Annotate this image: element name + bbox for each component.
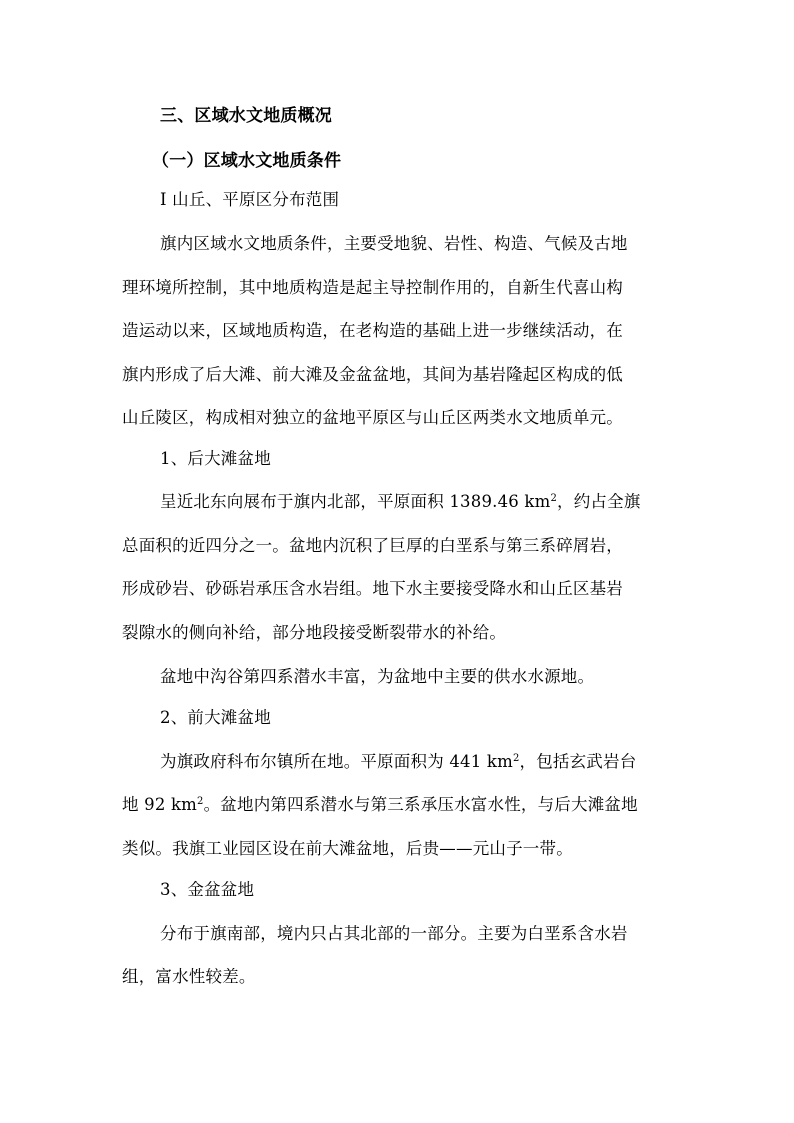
basin1-line-4: 裂隙水的侧向补给，部分地段接受断裂带水的补给。 (122, 623, 507, 642)
basin2-line-3: 类似。我旗工业园区设在前大滩盆地，后贵——元山子一带。 (122, 839, 573, 858)
basin2-line-2: 地 92 $km^2$。盆地内第四系潜水与第三系承压水富水性，与后大滩盆地 (122, 795, 638, 814)
basin3-title: 3、金盆盆地 (160, 880, 255, 899)
section-heading-I: Ⅰ 山丘、平原区分布范围 (160, 190, 340, 209)
intro-line-4: 旗内形成了后大滩、前大滩及金盆盆地，其间为基岩隆起区构成的低 (122, 365, 623, 384)
basin1-para-2: 盆地中沟谷第四系潜水丰富，为盆地中主要的供水水源地。 (160, 667, 595, 686)
basin3-line-2: 组，富水性较差。 (122, 967, 256, 986)
intro-line-2: 理环境所控制，其中地质构造是起主导控制作用的，自新生代喜山构 (122, 278, 623, 297)
intro-line-3: 造运动以来，区域地质构造，在老构造的基础上进一步继续活动，在 (122, 321, 623, 340)
basin1-line-2: 总面积的近四分之一。盆地内沉积了巨厚的白垩系与第三系碎屑岩， (122, 536, 623, 555)
basin2-line-1: 为旗政府科布尔镇所在地。平原面积为 441 $km^2$，包括玄武岩台 (160, 752, 637, 771)
basin1-line-1: 呈近北东向展布于旗内北部，平原面积 1389.46 $km^2$，约占全旗 (160, 492, 641, 511)
basin2-title: 2、前大滩盆地 (160, 708, 271, 727)
main-heading: 三、区域水文地质概况 (160, 106, 332, 126)
basin1-title: 1、后大滩盆地 (160, 449, 271, 468)
basin1-line-3: 形成砂岩、砂砾岩承压含水岩组。地下水主要接受降水和山丘区基岩 (122, 579, 623, 598)
intro-line-1: 旗内区域水文地质条件，主要受地貌、岩性、构造、气候及古地 (160, 234, 628, 253)
intro-line-5: 山丘陵区，构成相对独立的盆地平原区与山丘区两类水文地质单元。 (122, 408, 623, 427)
sub-heading: （一）区域水文地质条件 (152, 151, 342, 171)
basin3-line-1: 分布于旗南部，境内只占其北部的一部分。主要为白垩系含水岩 (160, 924, 628, 943)
